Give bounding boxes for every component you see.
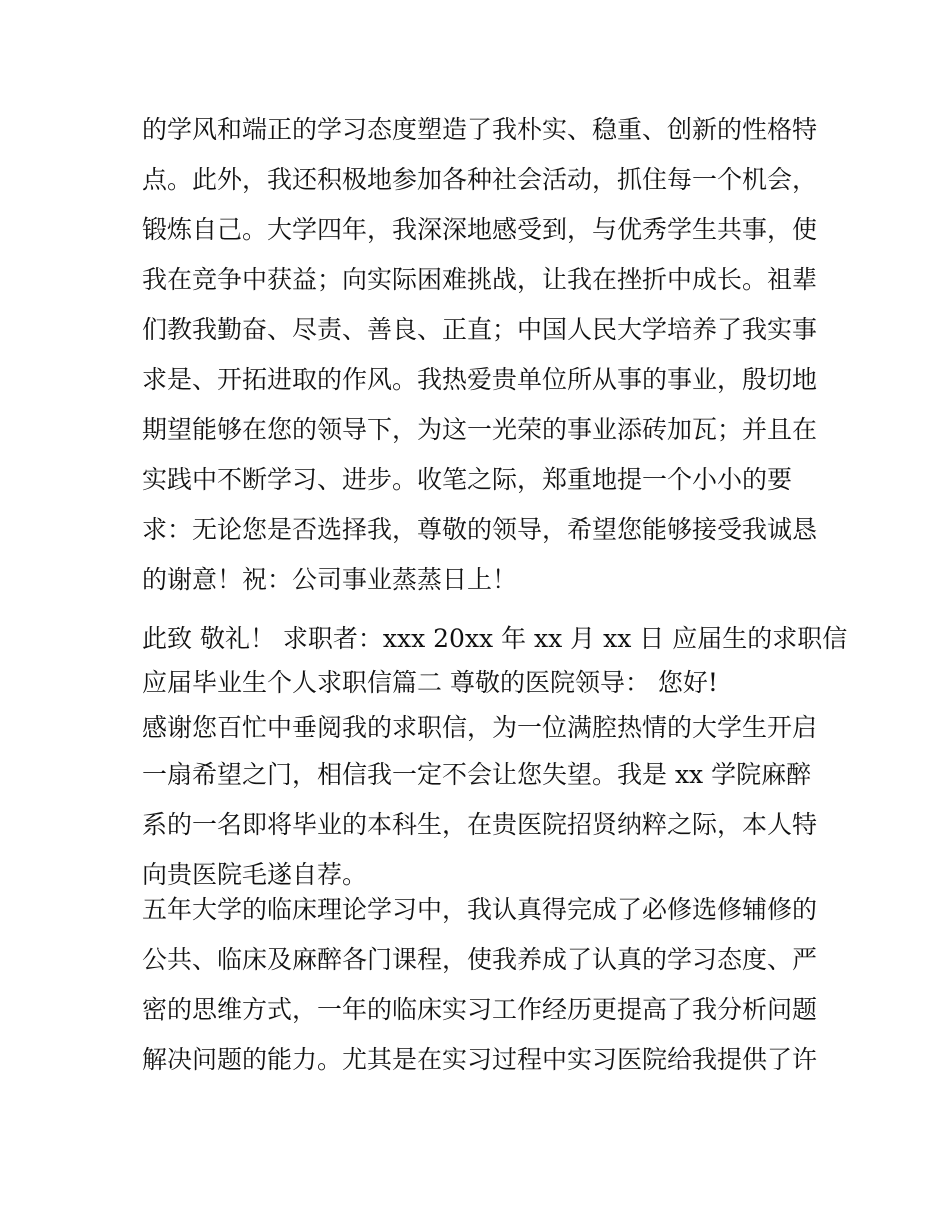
text-line: 的学风和端正的学习态度塑造了我朴实、稳重、创新的性格特: [142, 115, 818, 144]
text-line: 感谢您百忙中垂阅我的求职信，为一位满腔热情的大学生开启: [142, 713, 818, 742]
text-line: 求是、开拓进取的作风。我热爱贵单位所从事的事业，殷切地: [142, 365, 818, 394]
paragraph-study: [142, 885, 818, 1085]
text-line: 我在竞争中获益；向实际困难挑战，让我在挫折中成长。祖辈: [142, 265, 818, 294]
text-line: 们教我勤奋、尽责、善良、正直；中国人民大学培养了我实事: [142, 315, 818, 344]
text-line: 的谢意！祝：公司事业蒸蒸日上！: [142, 565, 518, 594]
text-line: 系的一名即将毕业的本科生，在贵医院招贤纳粹之际，本人特: [142, 810, 818, 839]
text-line: 解决问题的能力。尤其是在实习过程中实习医院给我提供了许: [142, 1045, 818, 1074]
text-line: 锻炼自己。大学四年，我深深地感受到，与优秀学生共事，使: [142, 215, 818, 244]
text-line: 一扇希望之门，相信我一定不会让您失望。我是 xx 学院麻醉: [142, 760, 812, 789]
text-line: 五年大学的临床理论学习中，我认真得完成了必修选修辅修的: [142, 895, 818, 924]
text-line: 向贵医院毛遂自荐。: [142, 860, 368, 889]
text-line: 求：无论您是否选择我，尊敬的领导，希望您能够接受我诚恳: [142, 515, 818, 544]
paragraph-salutation: [142, 617, 848, 900]
text-line: 此致 敬礼！ 求职者：xxx 20xx 年 xx 月 xx 日 应届生的求职信: [142, 624, 848, 653]
text-line: 实践中不断学习、进步。收笔之际，郑重地提一个小小的要: [142, 465, 793, 494]
text-line: 密的思维方式，一年的临床实习工作经历更提高了我分析问题: [142, 995, 818, 1024]
text-line: 点。此外，我还积极地参加各种社会活动，抓住每一个机会，: [142, 165, 818, 194]
paragraph-closing: [142, 105, 818, 605]
text-line: 应届毕业生个人求职信篇二 尊敬的医院领导： 您好!: [142, 668, 718, 697]
text-line: 公共、临床及麻醉各门课程，使我养成了认真的学习态度、严: [142, 945, 818, 974]
text-line: 期望能够在您的领导下，为这一光荣的事业添砖加瓦；并且在: [142, 415, 818, 444]
